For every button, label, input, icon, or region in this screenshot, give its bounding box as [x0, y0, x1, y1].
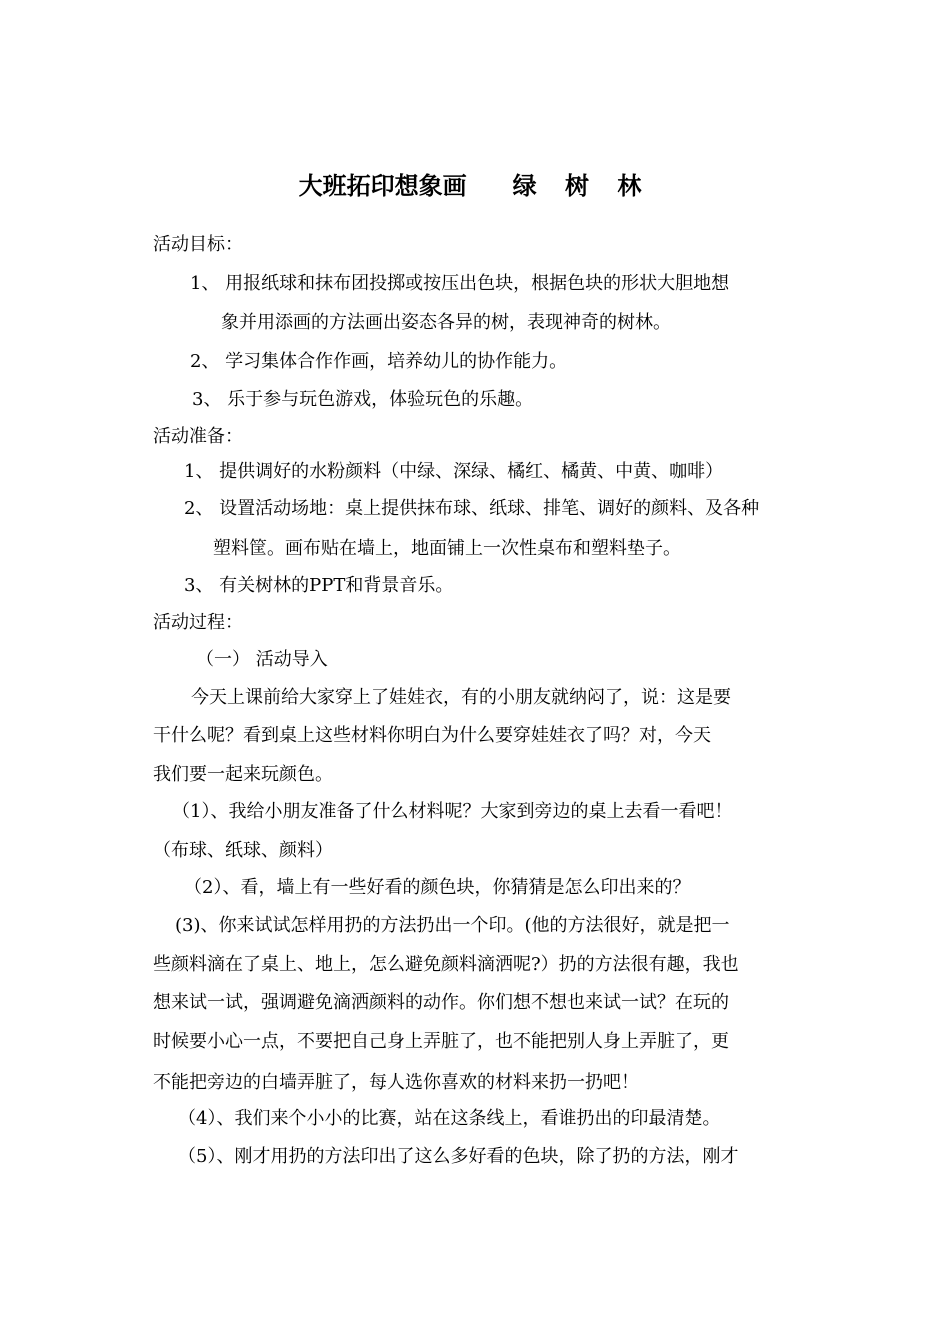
paragraph-line: （2）、看，墙上有一些好看的颜色块，你猜猜是怎么印出来的？ — [184, 877, 691, 898]
paragraph-line: （1）、我给小朋友准备了什么材料呢？大家到旁边的桌上去看一看吧！ — [172, 801, 733, 822]
paragraph-line: （5）、刚才用扔的方法印出了这么多好看的色块，除了扔的方法，刚才 — [178, 1146, 739, 1167]
paragraph-line: （布球、纸球、颜料） — [153, 840, 333, 861]
paragraph-line: 些颜料滴在了桌上、地上，怎么避免颜料滴洒呢?）扔的方法很有趣，我也 — [153, 954, 739, 975]
paragraph-line: 想来试一试，强调避免滴洒颜料的动作。你们想不想也来试一试？在玩的 — [153, 992, 729, 1013]
section-heading: 活动过程： — [153, 612, 243, 633]
paragraph-line: 塑料筐。画布贴在墙上，地面铺上一次性桌布和塑料垫子。 — [213, 538, 681, 559]
paragraph-line: 不能把旁边的白墙弄脏了，每人选你喜欢的材料来扔一扔吧！ — [153, 1072, 639, 1093]
paragraph-line: 3、 有关树林的PPT和背景音乐。 — [184, 575, 454, 596]
paragraph-line: 1、 提供调好的水粉颜料（中绿、深绿、橘红、橘黄、中黄、咖啡） — [184, 461, 724, 482]
paragraph-line: 我们要一起来玩颜色。 — [153, 764, 333, 785]
title-main: 大班拓印想象画 — [298, 172, 467, 200]
section-heading: 活动准备： — [153, 426, 243, 447]
subsection-heading: （一） 活动导入 — [196, 649, 328, 670]
paragraph-line: 象并用添画的方法画出姿态各异的树，表现神奇的树林。 — [221, 312, 671, 333]
paragraph-line: 时候要小心一点，不要把自己身上弄脏了，也不能把别人身上弄脏了，更 — [153, 1031, 729, 1052]
paragraph-line: 1、 用报纸球和抹布团投掷或按压出色块，根据色块的形状大胆地想 — [190, 273, 730, 294]
paragraph-line: 干什么呢？看到桌上这些材料你明白为什么要穿娃娃衣了吗？对，今天 — [153, 725, 711, 746]
paragraph-line: (3)、你来试试怎样用扔的方法扔出一个印。(他的方法很好，就是把一 — [175, 915, 730, 936]
paragraph-line: 2、 学习集体合作作画，培养幼儿的协作能力。 — [190, 351, 568, 372]
title-sub: 绿 树 林 — [512, 172, 652, 200]
paragraph-line: 3、 乐于参与玩色游戏，体验玩色的乐趣。 — [192, 389, 534, 410]
paragraph-line: 今天上课前给大家穿上了娃娃衣，有的小朋友就纳闷了，说：这是要 — [191, 687, 731, 708]
section-heading: 活动目标： — [153, 234, 243, 255]
paragraph-line: （4）、我们来个小小的比赛，站在这条线上，看谁扔出的印最清楚。 — [178, 1108, 721, 1129]
document-title — [0, 166, 950, 201]
paragraph-line: 2、 设置活动场地：桌上提供抹布球、纸球、排笔、调好的颜料、及各种 — [184, 498, 760, 519]
